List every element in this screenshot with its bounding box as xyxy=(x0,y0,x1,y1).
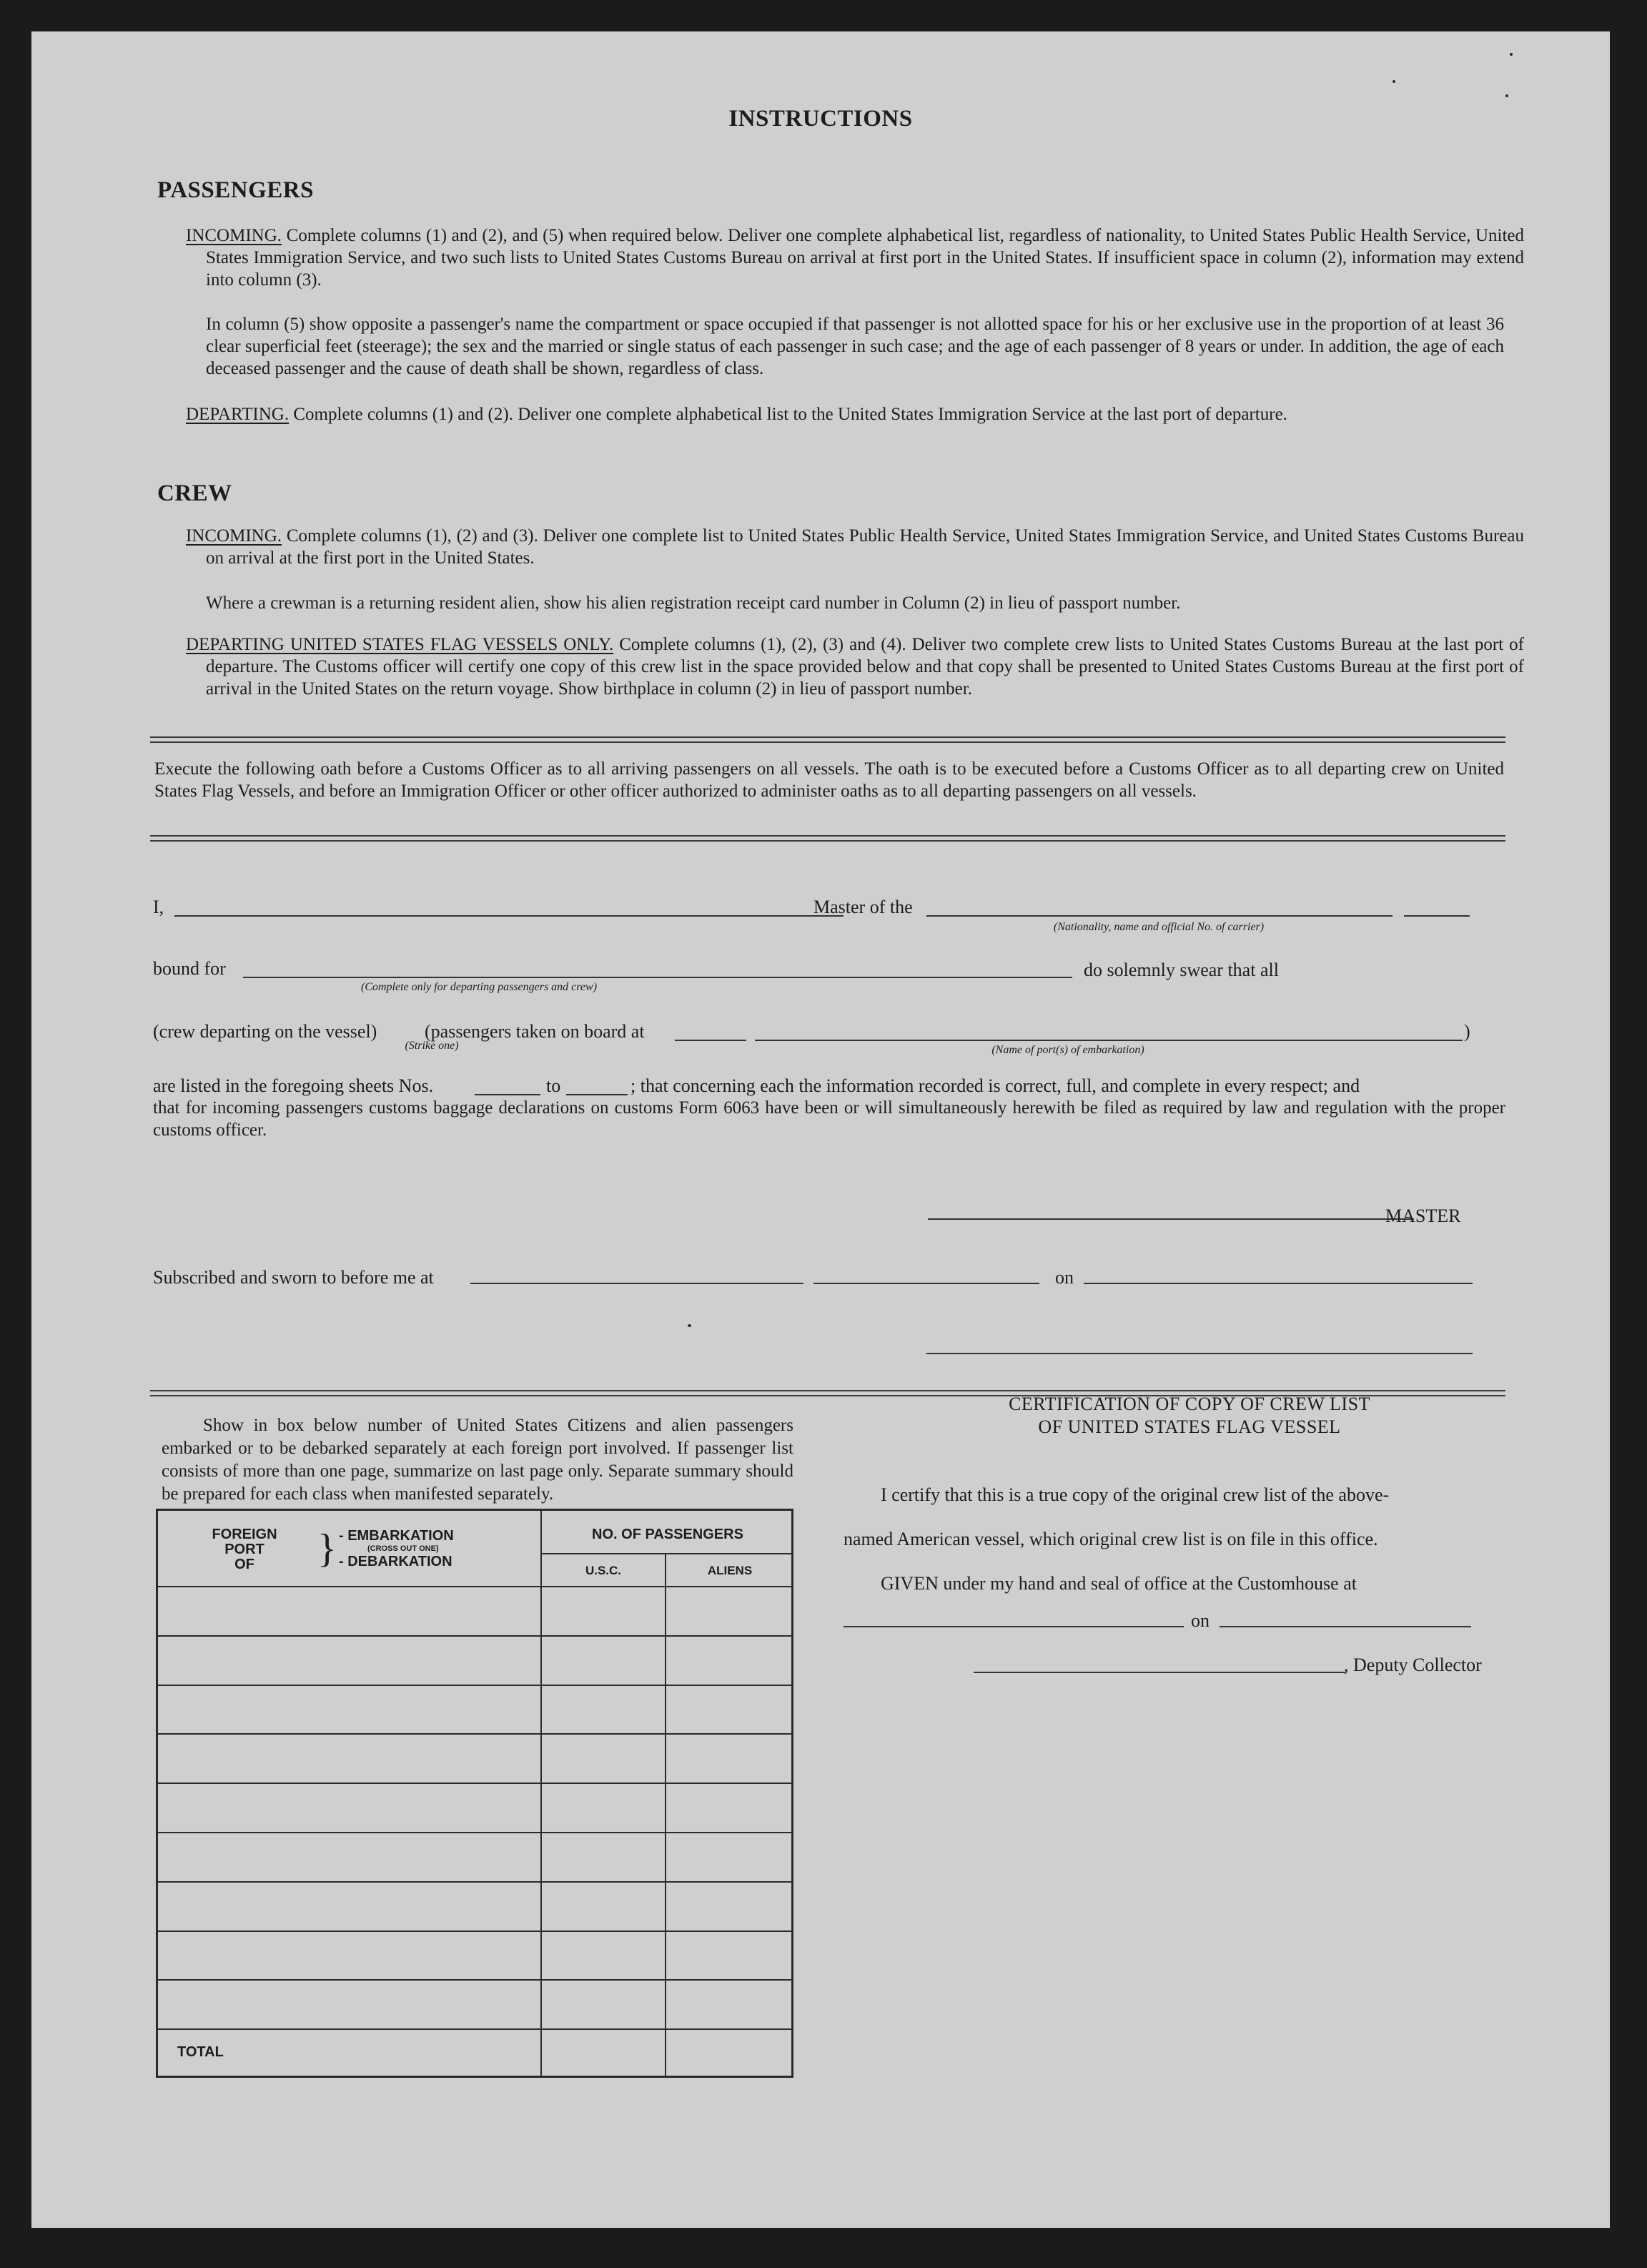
deputy-collector-label: , Deputy Collector xyxy=(1344,1655,1482,1675)
sworn-on-label: on xyxy=(1055,1267,1074,1288)
certification-heading-line2: OF UNITED STATES FLAG VESSEL xyxy=(1038,1416,1341,1437)
double-rule xyxy=(150,736,1505,743)
passenger-summary-table xyxy=(156,1509,793,2078)
header-port: PORT xyxy=(224,1542,264,1557)
passengers-departing-paragraph xyxy=(186,403,1524,425)
subscribed-label: Subscribed and sworn to before me at xyxy=(153,1267,434,1288)
crew-departing-paragraph xyxy=(186,633,1524,700)
bound-for-caption: (Complete only for departing passengers and crew) xyxy=(360,981,598,993)
header-divider xyxy=(540,1553,793,1554)
port-of-embarkation-field[interactable] xyxy=(755,1040,1463,1041)
passengers-departing-label: DEPARTING. xyxy=(186,405,290,424)
certification-line1: I certify that this is a true copy of the original crew list of the above- xyxy=(881,1484,1390,1505)
strike-caption: (Strike one) xyxy=(405,1040,459,1052)
summary-instruction: Show in box below number of United States Citizens and alien passengers embarked or to be debarked separately at each foreign port involved. If passenger list consists of more than one page, summarize on last page only. Separate summary should be prepared for each class when manifested separately. xyxy=(162,1416,793,1504)
certification-heading-line1: CERTIFICATION OF COPY OF CREW LIST xyxy=(1009,1394,1370,1414)
passengers-taken-option: (passengers taken on board at xyxy=(425,1021,645,1042)
crew-departing-text: Complete columns (1), (2), (3) and (4). Deliver two complete crew lists to United States Customs Bureau at the last port of departure. The Customs officer will certify one copy of this crew list in the space provided below and that copy shall be presented to United States Customs Bureau at the first port of arrival in the United States on the return voyage. Show birthplace in column (2) in lieu of passport number. xyxy=(206,635,1524,699)
brace-icon: } xyxy=(317,1527,337,1571)
carrier-caption: (Nationality, name and official No. of carrier) xyxy=(1053,921,1265,933)
double-rule xyxy=(150,835,1505,842)
speck xyxy=(1393,80,1395,83)
master-name-field[interactable] xyxy=(174,915,844,917)
listed-text-part2: ; that concerning each the information recorded is correct, full, and complete in every respect; and xyxy=(630,1075,1360,1096)
listed-to-label: to xyxy=(546,1075,561,1096)
customhouse-field[interactable] xyxy=(844,1626,1184,1627)
embarkation-header: - EMBARKATION xyxy=(339,1528,454,1544)
crew-incoming-label: INCOMING. xyxy=(186,526,282,546)
table-row[interactable] xyxy=(156,1685,793,1734)
sworn-date-field[interactable] xyxy=(1084,1283,1473,1284)
form-page xyxy=(31,31,1610,2228)
master-label: MASTER xyxy=(1385,1206,1461,1226)
debarkation-header: - DEBARKATION xyxy=(339,1554,452,1569)
speck xyxy=(688,1324,691,1327)
table-row[interactable] xyxy=(156,1733,793,1783)
sheet-to-field[interactable] xyxy=(566,1094,628,1095)
page-title: INSTRUCTIONS xyxy=(728,106,913,132)
table-row[interactable] xyxy=(156,1635,793,1685)
listed-text-part3: that for incoming passengers customs baggage declarations on customs Form 6063 have been or will simultaneously herewith be filed as required by law and regulation with the proper customs officer. xyxy=(153,1098,1505,1140)
oath-i-label: I, xyxy=(153,897,164,917)
sheet-from-field[interactable] xyxy=(475,1094,540,1095)
foreign-port-header xyxy=(194,1527,295,1572)
bound-for-label: bound for xyxy=(153,958,226,979)
passengers-incoming-paragraph xyxy=(186,225,1524,291)
certification-heading xyxy=(868,1393,1511,1439)
ports-caption: (Name of port(s) of embarkation) xyxy=(991,1044,1144,1056)
sworn-place-field-extension[interactable] xyxy=(813,1283,1039,1284)
table-row[interactable] xyxy=(156,1783,793,1832)
certification-line3: GIVEN under my hand and seal of office at the Customhouse at xyxy=(881,1573,1357,1594)
listed-text-part1: are listed in the foregoing sheets Nos. xyxy=(153,1075,434,1096)
passengers-heading: PASSENGERS xyxy=(157,177,314,203)
port-field-start[interactable] xyxy=(675,1040,746,1041)
certification-on-label: on xyxy=(1191,1610,1210,1631)
passengers-column5-note: In column (5) show opposite a passenger's name the compartment or space occupied if that passenger is not allotted space for his or her exclusive use in the proportion of at least 36 clear superficial feet (steerage); the sex and the married or single status of each passenger in such case; and the age of each passenger of 8 years or under. In addition, the age of each deceased passenger and the cause of death shall be shown, regardless of class. xyxy=(206,315,1504,378)
total-row-label: TOTAL xyxy=(177,2044,224,2060)
carrier-field-extension[interactable] xyxy=(1404,915,1470,917)
no-of-passengers-header: NO. OF PASSENGERS xyxy=(592,1527,743,1542)
crew-departing-label: DEPARTING UNITED STATES FLAG VESSELS ONLY. xyxy=(186,635,614,654)
master-signature-field[interactable] xyxy=(928,1218,1414,1220)
table-row[interactable] xyxy=(156,1931,793,1980)
passengers-incoming-text: Complete columns (1) and (2), and (5) when required below. Deliver one complete alphabetical list, regardless of nationality, to United States Public Health Service, United States Immigration Service, and two such lists to United States Customs Bureau on arrival at first port in the United States. If insufficient space in column (2), information may extend into column (3). xyxy=(206,226,1524,290)
header-of: OF xyxy=(234,1557,254,1572)
aliens-header: ALIENS xyxy=(707,1564,753,1577)
swear-label: do solemnly swear that all xyxy=(1084,960,1279,980)
bound-for-field[interactable] xyxy=(243,977,1072,978)
sworn-place-field[interactable] xyxy=(470,1283,803,1284)
certification-line2: named American vessel, which original crew list is on file in this office. xyxy=(844,1529,1378,1549)
crew-incoming-text: Complete columns (1), (2) and (3). Deliver one complete list to United States Public Health Service, United States Immigration Service, and United States Customs Bureau on arrival at the first port in the United States. xyxy=(206,526,1524,568)
passengers-departing-text: Complete columns (1) and (2). Deliver one complete alphabetical list to the United States Immigration Service at the last port of departure. xyxy=(289,405,1287,424)
oath-instruction: Execute the following oath before a Customs Officer as to all arriving passengers on all vessels. The oath is to be executed before a Customs Officer as to all departing crew on United States Flag Vessels, and before an Immigration Officer or other officer authorized to administer oaths as to all departing passengers on all vessels. xyxy=(154,759,1504,801)
speck xyxy=(1510,53,1513,56)
master-of-label: Master of the xyxy=(813,897,913,917)
close-paren: ) xyxy=(1464,1021,1470,1042)
table-row[interactable] xyxy=(156,1881,793,1931)
header-foreign: FOREIGN xyxy=(212,1527,277,1542)
usc-header: U.S.C. xyxy=(585,1564,622,1577)
table-row[interactable] xyxy=(156,1832,793,1881)
speck xyxy=(1505,94,1508,97)
passengers-incoming-label: INCOMING. xyxy=(186,226,282,245)
cross-out-note: (CROSS OUT ONE) xyxy=(367,1544,439,1553)
crew-heading: CREW xyxy=(157,480,232,506)
crew-resident-note: Where a crewman is a returning resident alien, show his alien registration receipt card number in Column (2) in lieu of passport number. xyxy=(206,593,1181,613)
table-row-rule xyxy=(156,2028,793,2030)
table-row[interactable] xyxy=(156,1586,793,1635)
table-row[interactable] xyxy=(156,1979,793,2028)
certification-date-field[interactable] xyxy=(1220,1626,1471,1627)
crew-incoming-paragraph xyxy=(186,525,1524,569)
crew-departing-option: (crew departing on the vessel) xyxy=(153,1021,377,1042)
carrier-field[interactable] xyxy=(926,915,1393,917)
officer-signature-field[interactable] xyxy=(926,1353,1473,1354)
deputy-collector-signature-field[interactable] xyxy=(974,1672,1345,1673)
